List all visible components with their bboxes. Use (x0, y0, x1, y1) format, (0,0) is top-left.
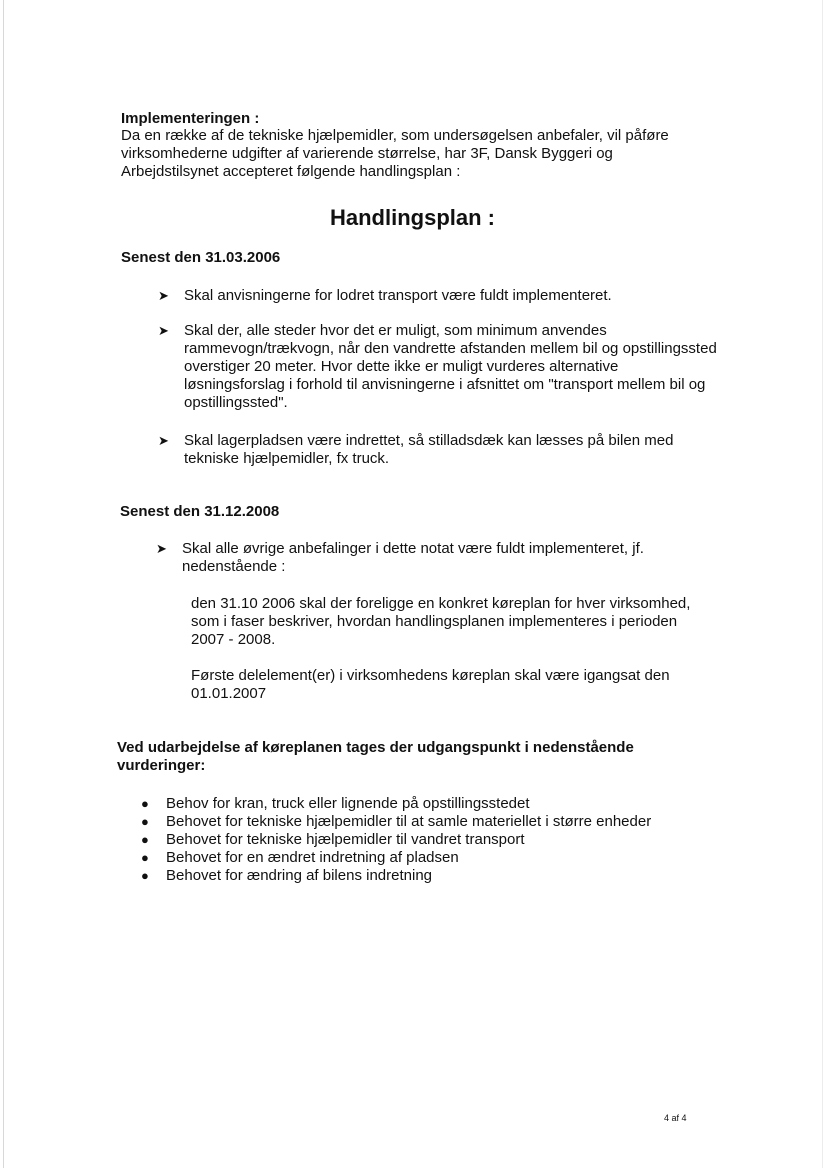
list-item-text: Behovet for en ændret indretning af pladsen (166, 849, 459, 866)
list-item (158, 322, 719, 412)
round-bullet-icon: ● (141, 796, 149, 811)
section-heading-2008: Senest den 31.12.2008 (120, 503, 280, 520)
list-item (141, 795, 651, 813)
assessment-heading: Ved udarbejdelse af køreplanen tages der udgangspunkt i nedenstående vurderinger: (117, 739, 634, 774)
arrowhead-bullet-icon: ➤ (158, 433, 169, 448)
page-number: 4 af 4 (664, 1113, 687, 1123)
intro-heading: Implementeringen : (121, 110, 260, 127)
round-bullet-icon: ● (141, 850, 149, 865)
round-bullet-icon: ● (141, 814, 149, 829)
list-item-text: Behov for kran, truck eller lignende på opstillingsstedet (166, 795, 530, 812)
intro-paragraph: Da en række af de tekniske hjælpemidler, som undersøgelsen anbefaler, vil påføre virksomhederne udgifter af varierende størrelse, har 3F, Dansk Byggeri og Arbejdstilsynet accepteret følgende handlingsplan : (121, 127, 669, 180)
round-bullet-icon: ● (141, 832, 149, 847)
list-item (141, 831, 651, 849)
sub-paragraph-roadmap: den 31.10 2006 skal der foreligge en konkret køreplan for hver virksomhed, som i faser beskriver, hvordan handlingsplanen implementeres i perioden 2007 - 2008. (191, 595, 691, 648)
list-item-text: Behovet for ændring af bilens indretning (166, 867, 433, 884)
list-item-text: Skal der, alle steder hvor det er muligt, som minimum anvendes rammevogn/trækvogn, når den vandrette afstanden mellem bil og opstillingssted overstiger 20 meter. Hvor dette ikke er muligt vurderes alternative løsningsforslag i forhold til anvisningerne i afsnittet om "transport mellem bil og opstillingssted". (184, 322, 717, 411)
round-bullet-icon: ● (141, 868, 149, 883)
list-item (158, 432, 719, 468)
list-item-text: Behovet for tekniske hjælpemidler til vandret transport (166, 831, 525, 848)
assessment-list (141, 795, 651, 885)
list-item-text: Skal lagerpladsen være indrettet, så stilladsdæk kan læsses på bilen med tekniske hjælpemidler, fx truck. (184, 432, 674, 467)
list-item (141, 849, 651, 867)
arrowhead-bullet-icon: ➤ (156, 541, 167, 556)
page-title: Handlingsplan : (330, 205, 495, 230)
arrowhead-bullet-icon: ➤ (158, 323, 169, 338)
section-heading-2006: Senest den 31.03.2006 (121, 249, 281, 266)
list-item-text: Skal anvisningerne for lodret transport være fuldt implementeret. (184, 287, 612, 304)
list-item (156, 540, 717, 576)
list-item-text: Behovet for tekniske hjælpemidler til at samle materiellet i større enheder (166, 813, 652, 830)
list-item (158, 287, 719, 305)
list-item-text: Skal alle øvrige anbefalinger i dette notat være fuldt implementeret, jf. nedenstående : (182, 540, 644, 575)
page-edge-right (822, 0, 823, 1168)
list-item (141, 867, 651, 885)
arrowhead-bullet-icon: ➤ (158, 288, 169, 303)
page-edge-left (3, 0, 4, 1168)
list-item (141, 813, 651, 831)
sub-paragraph-start: Første delelement(er) i virksomhedens køreplan skal være igangsat den 01.01.2007 (191, 667, 670, 702)
